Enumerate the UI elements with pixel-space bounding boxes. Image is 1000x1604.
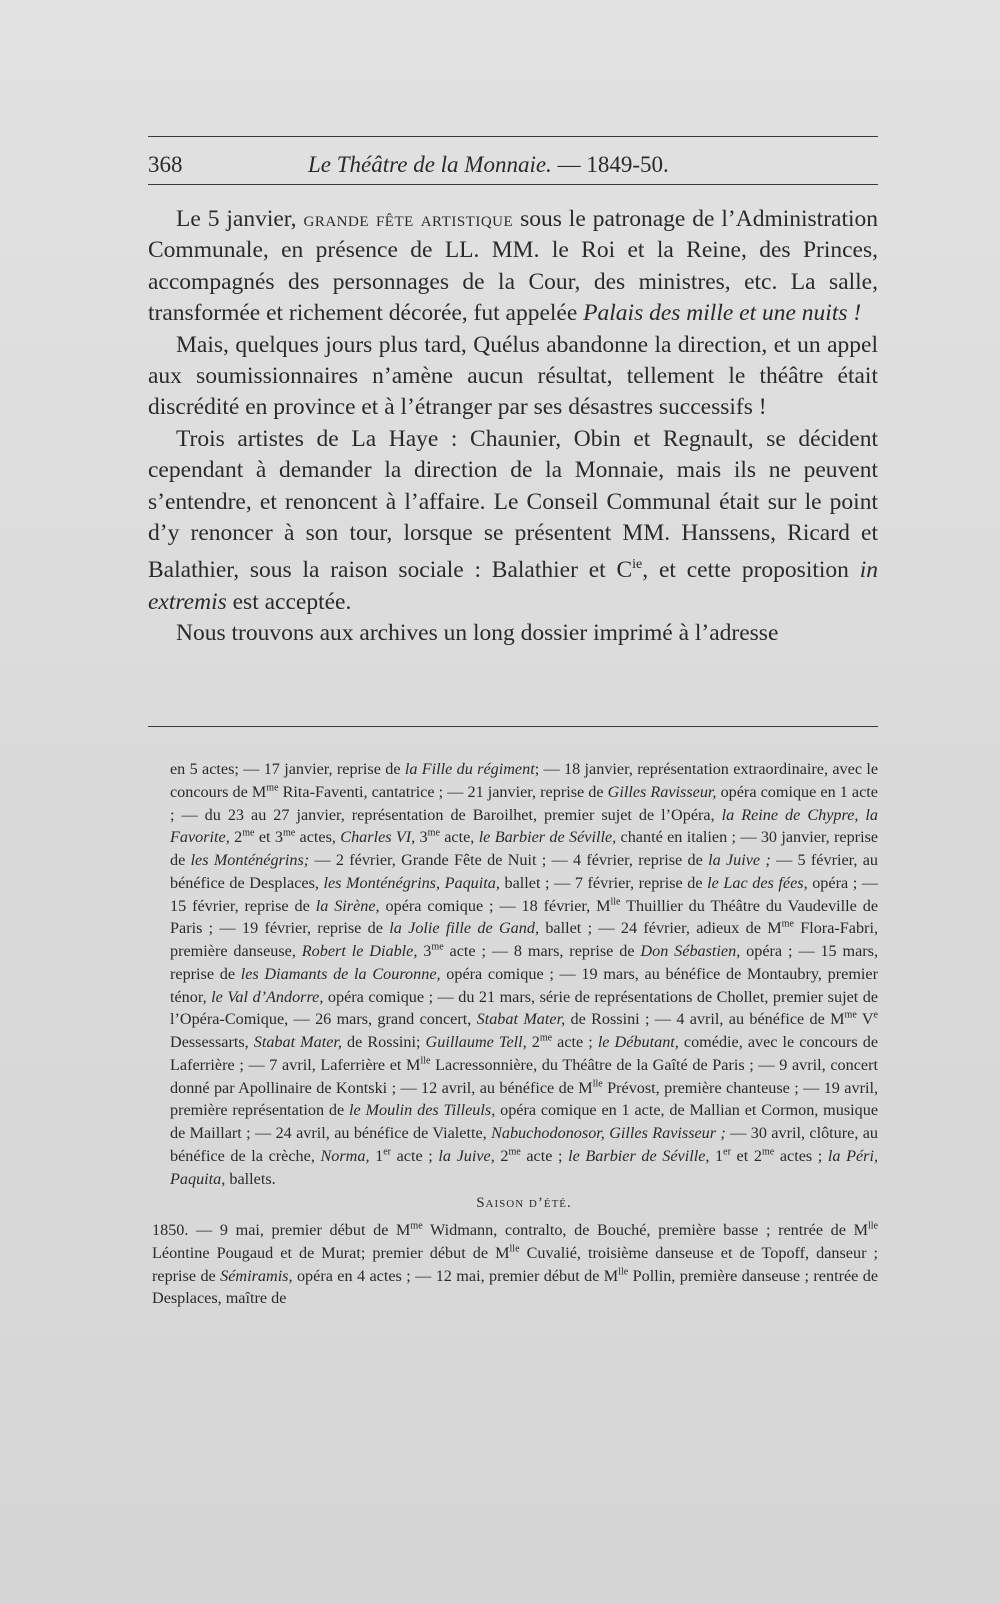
paragraph: Trois artistes de La Haye : Chaunier, Obin et Regnault, se décident cependant à demander la direction de la Monnaie, mais ils ne peuvent s’entendre, et renoncent à l’affaire. Le Conseil Communal était sur le point d’y renoncer à son tour, lorsque se présentent MM. Hanssens, Ricard et Balathier, sous la raison sociale : Balathier et $C^{ie}$, et cette proposition in extremis est acceptée.: [148, 425, 878, 615]
main-text: [148, 204, 878, 650]
footnote-paragraph: en 5 actes; — 17 janvier, reprise de la Fille du régiment; — 18 janvier, représentation extraordinaire, avec le concours de $M^{me}$ Rita-Faventi, cantatrice ; — 21 janvier, reprise de Gilles Ravisseur, opéra comique en 1 acte ; — du 23 au 27 janvier, représentation de Baroilhet, premier sujet de l’Opéra, la Reine de Chypre, la Favorite, $2^{me}$ et $3^{me}$ actes, Charles VI, $3^{me}$ acte, le Barbier de Séville, chanté en italien ; — 30 janvier, reprise de les Monténégrins; — 2 février, Grande Fête de Nuit ; — 4 février, reprise de la Juive ; — 5 février, au bénéfice de Desplaces, les Monténégrins, Paquita, ballet ; — 7 février, reprise de le Lac des fées, opéra ; — 15 février, reprise de la Sirène, opéra comique ; — 18 février, $M^{lle}$ Thuillier du Théâtre du Vaudeville de Paris ; — 19 février, reprise de la Jolie fille de Gand, ballet ; — 24 février, adieux de $M^{me}$ Flora-Fabri, première danseuse, Robert le Diable, $3^{me}$ acte ; — 8 mars, reprise de Don Sébastien, opéra ; — 15 mars, reprise de les Diamants de la Couronne, opéra comique ; — 19 mars, au bénéfice de Montaubry, premier ténor, le Val d’Andorre, opéra comique ; — du 21 mars, série de représentations de Chollet, premier sujet de l’Opéra-Comique, — 26 mars, grand concert, Stabat Mater, de Rossini ; — 4 avril, au bénéfice de $M^{me}$ Ve Dessessarts, Stabat Mater, de Rossini; Guillaume Tell, $2^{me}$ acte ; le Débutant, comédie, avec le concours de Laferrière ; — 7 avril, Laferrière et $M^{lle}$ Lacressonnière, du Théâtre de la Gaîté de Paris ; — 9 avril, concert donné par Apollinaire de Kontski ; — 12 avril, au bénéfice de $M^{lle}$ Prévost, première chanteuse ; — 19 avril, première représentation de le Moulin des Tilleuls, opéra comique en 1 acte, de Mallian et Cormon, musique de Maillart ; — 24 avril, au bénéfice de Vialette, Nabuchodonosor, Gilles Ravisseur ; — 30 avril, clôture, au bénéfice de la crèche, Norma, 1er acte ; la Juive, $2^{me}$ acte ; le Barbier de Séville, 1er et $2^{me}$ actes ; la Péri, Paquita, ballets.: [170, 760, 879, 1188]
header-bottom-rule: [148, 184, 878, 185]
footnote-paragraph: 1850. — 9 mai, premier début de $M^{me}$ Widmann, contralto, de Bouché, première basse ; rentrée de $M^{lle}$ Léontine Pougaud et de Murat; premier début de $M^{lle}$ Cuvalié, troisième danseuse et de Topoff, danseur ; reprise de Sémiramis, opéra en 4 actes ; — 12 mai, premier début de $M^{lle}$ Pollin, première danseuse ; rentrée de Desplaces, maître de: [152, 1220, 879, 1308]
running-header: [148, 146, 878, 184]
paragraph: Nous trouvons aux archives un long dossier imprimé à l’adresse: [176, 620, 779, 647]
footnotes: [152, 758, 879, 1310]
header-top-rule: [148, 136, 878, 137]
page-number: 368: [148, 152, 183, 177]
running-title: Le Théâtre de la Monnaie. — 1849-50.: [308, 152, 669, 177]
footnote-separator: [148, 726, 878, 727]
paragraph: Mais, quelques jours plus tard, Quélus abandonne la direction, et un appel aux soumissionnaires n’amène aucun résultat, tellement le théâtre était discrédité en province et à l’étranger par ses désastres successifs !: [148, 331, 878, 421]
paragraph: Le 5 janvier, grande fête artistique sous le patronage de l’Administration Communale, en présence de LL. MM. le Roi et la Reine, des Princes, accompagnés des personnages de la Cour, des ministres, etc. La salle, transformée et richement décorée, fut appelée Palais des mille et une nuits !: [148, 206, 879, 327]
season-heading: Saison d’été.: [476, 1195, 572, 1212]
